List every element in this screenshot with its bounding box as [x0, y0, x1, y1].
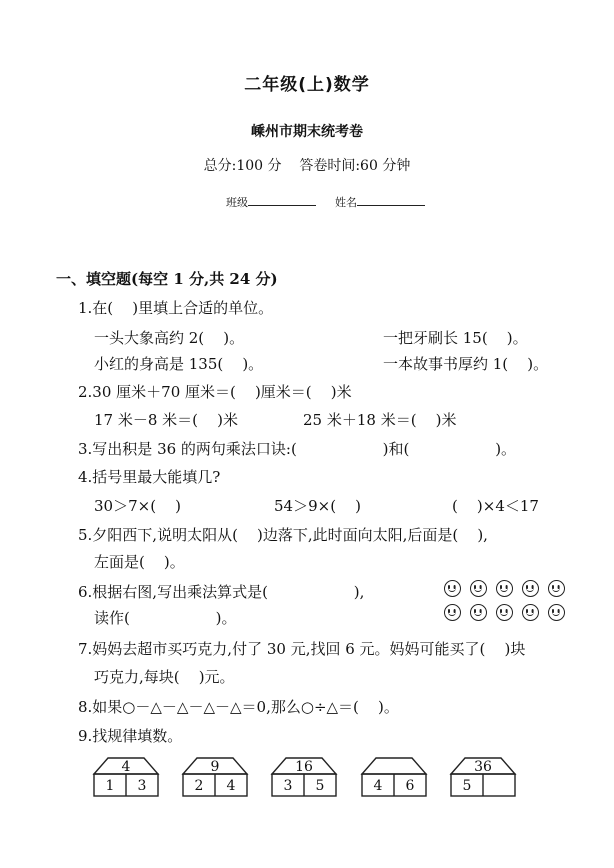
- smiley-face-icon: [444, 604, 461, 621]
- house-right-number: 5: [315, 778, 325, 794]
- q6-line1[interactable]: 6.根据右图,写出乘法算式是( ),: [78, 583, 365, 601]
- house-top-number: 4: [121, 759, 131, 775]
- house-right-number: 4: [226, 778, 236, 794]
- page-title: 二年级(上)数学: [244, 75, 370, 95]
- q1-item-b[interactable]: 一把牙刷长 15( )。: [383, 329, 528, 347]
- pattern-house: [451, 758, 515, 796]
- pattern-house: [94, 758, 158, 796]
- q4-stem: 4.括号里最大能填几?: [78, 468, 221, 486]
- q8-text[interactable]: 8.如果○－△－△－△－△＝0,那么○÷△＝( )。: [78, 698, 399, 716]
- smiley-face-icon: [470, 580, 487, 597]
- q2-line1[interactable]: 2.30 厘米＋70 厘米＝( )厘米＝( )米: [78, 383, 352, 401]
- house-left-number: 2: [194, 778, 204, 794]
- smiley-face-icon: [444, 580, 461, 597]
- smiley-face-icon: [522, 580, 539, 597]
- smiley-face-icon: [496, 580, 513, 597]
- name-blank[interactable]: [357, 205, 425, 206]
- q7-line1[interactable]: 7.妈妈去超市买巧克力,付了 30 元,找回 6 元。妈妈可能买了( )块: [78, 640, 526, 658]
- section-heading: 一、填空题(每空 1 分,共 24 分): [56, 270, 278, 288]
- house-pattern-figure: [0, 750, 614, 810]
- class-field[interactable]: [226, 194, 425, 210]
- house-left-number: 5: [462, 778, 472, 794]
- pattern-house: [362, 758, 426, 796]
- exam-subtitle: 嵊州市期末统考卷: [251, 124, 363, 140]
- smiley-face-icon: [548, 580, 565, 597]
- q1-stem: 1.在( )里填上合适的单位。: [78, 299, 274, 317]
- smiley-face-icon: [470, 604, 487, 621]
- house-left-number: 4: [373, 778, 383, 794]
- q5-line1[interactable]: 5.夕阳西下,说明太阳从( )边落下,此时面向太阳,后面是( ),: [78, 526, 488, 544]
- q3-text[interactable]: 3.写出积是 36 的两句乘法口诀:( )和( )。: [78, 440, 517, 458]
- q7-line2[interactable]: 巧克力,每块( )元。: [94, 668, 235, 686]
- q1-item-d[interactable]: 一本故事书厚约 1( )。: [383, 355, 549, 373]
- house-top-number: 9: [210, 759, 220, 775]
- q4-item-c[interactable]: ( )×4＜17: [452, 497, 539, 515]
- smiley-face-icon: [496, 604, 513, 621]
- pattern-house: [183, 758, 247, 796]
- name-label: 姓名: [335, 196, 357, 209]
- house-right-number: 3: [137, 778, 147, 794]
- house-top-number: 36: [474, 759, 492, 775]
- q1-item-c[interactable]: 小红的身高是 135( )。: [94, 355, 264, 373]
- smiley-figure: [444, 580, 584, 630]
- q2-item-b[interactable]: 25 米＋18 米＝( )米: [303, 411, 457, 429]
- q2-item-a[interactable]: 17 米－8 米＝( )米: [94, 411, 238, 429]
- smiley-face-icon: [548, 604, 565, 621]
- class-blank[interactable]: [248, 205, 316, 206]
- house-left-number: 1: [105, 778, 115, 794]
- q9-stem: 9.找规律填数。: [78, 727, 183, 745]
- house-top-number: 16: [295, 759, 313, 775]
- score-and-time: 总分:100 分 答卷时间:60 分钟: [203, 158, 411, 174]
- house-left-number: 3: [283, 778, 293, 794]
- q4-item-b[interactable]: 54＞9×( ): [274, 497, 361, 515]
- smiley-face-icon: [522, 604, 539, 621]
- house-roof: [362, 758, 426, 774]
- q1-item-a[interactable]: 一头大象高约 2( )。: [94, 329, 245, 347]
- house-right-number: 6: [405, 778, 415, 794]
- class-label: 班级: [226, 196, 248, 209]
- q6-line2[interactable]: 读作( )。: [94, 609, 237, 627]
- q5-line2[interactable]: 左面是( )。: [94, 553, 185, 571]
- q4-item-a[interactable]: 30＞7×( ): [94, 497, 181, 515]
- pattern-house: [272, 758, 336, 796]
